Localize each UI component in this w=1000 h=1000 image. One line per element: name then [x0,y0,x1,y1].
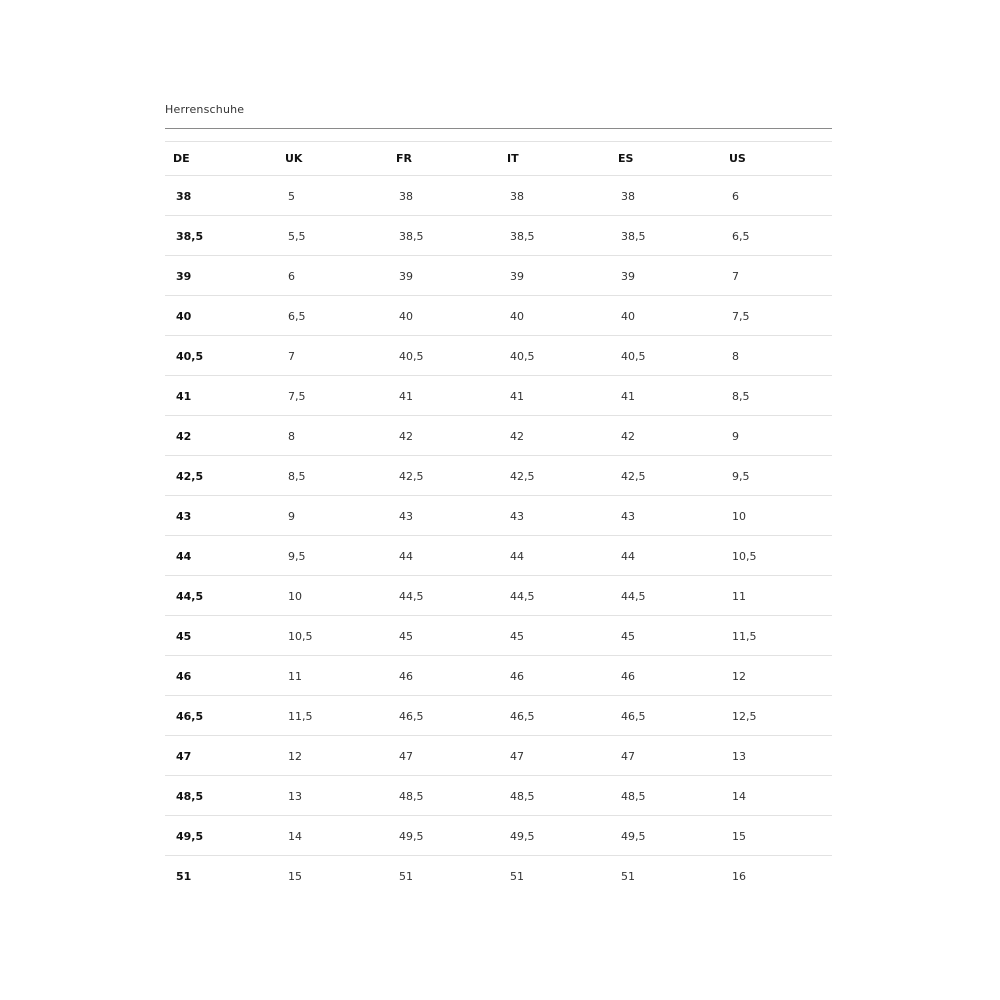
cell-uk: 12 [288,750,302,763]
table-row [165,776,832,816]
cell-fr: 47 [399,750,413,763]
cell-it: 48,5 [510,790,535,803]
cell-de: 48,5 [176,790,204,803]
table-row [165,616,832,656]
cell-de: 47 [176,750,192,763]
cell-us: 11,5 [732,630,757,643]
cell-de: 45 [176,630,192,643]
table-row [165,736,832,776]
table-row [165,816,832,856]
cell-it: 42 [510,430,524,443]
cell-uk: 6 [288,270,295,283]
table-row [165,256,832,296]
cell-it: 46,5 [510,710,535,723]
cell-de: 42 [176,430,192,443]
cell-uk: 5 [288,190,295,203]
cell-de: 42,5 [176,470,204,483]
table-row [165,576,832,616]
cell-fr: 42,5 [399,470,424,483]
cell-us: 9 [732,430,739,443]
cell-us: 6 [732,190,739,203]
cell-es: 42 [621,430,635,443]
cell-uk: 9 [288,510,295,523]
cell-es: 47 [621,750,635,763]
cell-it: 49,5 [510,830,535,843]
table-header [165,142,832,176]
cell-es: 44,5 [621,590,646,603]
table-row [165,496,832,536]
cell-fr: 48,5 [399,790,424,803]
cell-us: 6,5 [732,230,750,243]
table-row [165,416,832,456]
header-row [165,142,832,176]
cell-us: 12,5 [732,710,757,723]
cell-it: 44 [510,550,524,563]
cell-fr: 45 [399,630,413,643]
cell-fr: 38,5 [399,230,424,243]
cell-uk: 13 [288,790,302,803]
cell-fr: 38 [399,190,413,203]
cell-it: 39 [510,270,524,283]
table-row [165,656,832,696]
cell-it: 40 [510,310,524,323]
cell-uk: 10 [288,590,302,603]
cell-es: 45 [621,630,635,643]
cell-uk: 8 [288,430,295,443]
cell-it: 44,5 [510,590,535,603]
table-body [165,176,832,896]
cell-us: 11 [732,590,746,603]
cell-uk: 6,5 [288,310,306,323]
cell-fr: 46,5 [399,710,424,723]
cell-de: 49,5 [176,830,204,843]
cell-it: 43 [510,510,524,523]
cell-us: 8,5 [732,390,750,403]
cell-de: 38 [176,190,192,203]
cell-es: 39 [621,270,635,283]
cell-us: 8 [732,350,739,363]
cell-us: 10,5 [732,550,757,563]
cell-it: 45 [510,630,524,643]
cell-de: 44 [176,550,192,563]
header-es: ES [610,142,721,176]
cell-es: 44 [621,550,635,563]
table-row [165,536,832,576]
cell-es: 43 [621,510,635,523]
cell-fr: 43 [399,510,413,523]
size-table [165,141,832,896]
cell-uk: 7 [288,350,295,363]
cell-de: 46,5 [176,710,204,723]
cell-es: 42,5 [621,470,646,483]
cell-es: 48,5 [621,790,646,803]
cell-fr: 44,5 [399,590,424,603]
cell-uk: 10,5 [288,630,313,643]
cell-fr: 40,5 [399,350,424,363]
cell-it: 46 [510,670,524,683]
header-it: IT [499,142,610,176]
cell-fr: 49,5 [399,830,424,843]
cell-us: 7,5 [732,310,750,323]
cell-de: 41 [176,390,192,403]
cell-es: 49,5 [621,830,646,843]
cell-uk: 15 [288,870,302,884]
cell-us: 15 [732,830,746,843]
cell-fr: 40 [399,310,413,323]
cell-de: 40 [176,310,192,323]
cell-us: 13 [732,750,746,763]
cell-it: 38 [510,190,524,203]
table-row [165,336,832,376]
cell-es: 51 [621,870,635,884]
cell-us: 14 [732,790,746,803]
table-row [165,376,832,416]
header-us: US [721,142,832,176]
cell-it: 41 [510,390,524,403]
header-fr: FR [388,142,499,176]
cell-fr: 44 [399,550,413,563]
cell-de: 39 [176,270,192,283]
cell-it: 42,5 [510,470,535,483]
cell-fr: 51 [399,870,413,884]
cell-es: 38,5 [621,230,646,243]
cell-us: 10 [732,510,746,523]
cell-de: 43 [176,510,192,523]
cell-it: 40,5 [510,350,535,363]
cell-fr: 46 [399,670,413,683]
cell-fr: 41 [399,390,413,403]
cell-es: 38 [621,190,635,203]
cell-fr: 42 [399,430,413,443]
cell-de: 40,5 [176,350,204,363]
cell-es: 40,5 [621,350,646,363]
cell-de: 38,5 [176,230,204,243]
cell-uk: 14 [288,830,302,843]
size-chart [165,101,832,896]
cell-us: 7 [732,270,739,283]
cell-de: 46 [176,670,192,683]
cell-de: 51 [176,870,192,884]
cell-it: 47 [510,750,524,763]
table-row [165,696,832,736]
cell-fr: 39 [399,270,413,283]
cell-uk: 9,5 [288,550,306,563]
header-de: DE [165,142,277,176]
cell-it: 38,5 [510,230,535,243]
header-uk: UK [277,142,388,176]
cell-uk: 8,5 [288,470,306,483]
cell-es: 46 [621,670,635,683]
cell-uk: 5,5 [288,230,306,243]
cell-es: 46,5 [621,710,646,723]
table-row [165,216,832,256]
cell-es: 41 [621,390,635,403]
table-row [165,176,832,216]
cell-it: 51 [510,870,524,884]
cell-es: 40 [621,310,635,323]
table-row [165,296,832,336]
chart-title: Herrenschuhe [165,101,832,129]
cell-de: 44,5 [176,590,204,603]
cell-uk: 11 [288,670,302,683]
cell-uk: 11,5 [288,710,313,723]
cell-us: 12 [732,670,746,683]
table-row [165,856,832,896]
cell-us: 16 [732,870,746,884]
cell-us: 9,5 [732,470,750,483]
table-row [165,456,832,496]
cell-uk: 7,5 [288,390,306,403]
